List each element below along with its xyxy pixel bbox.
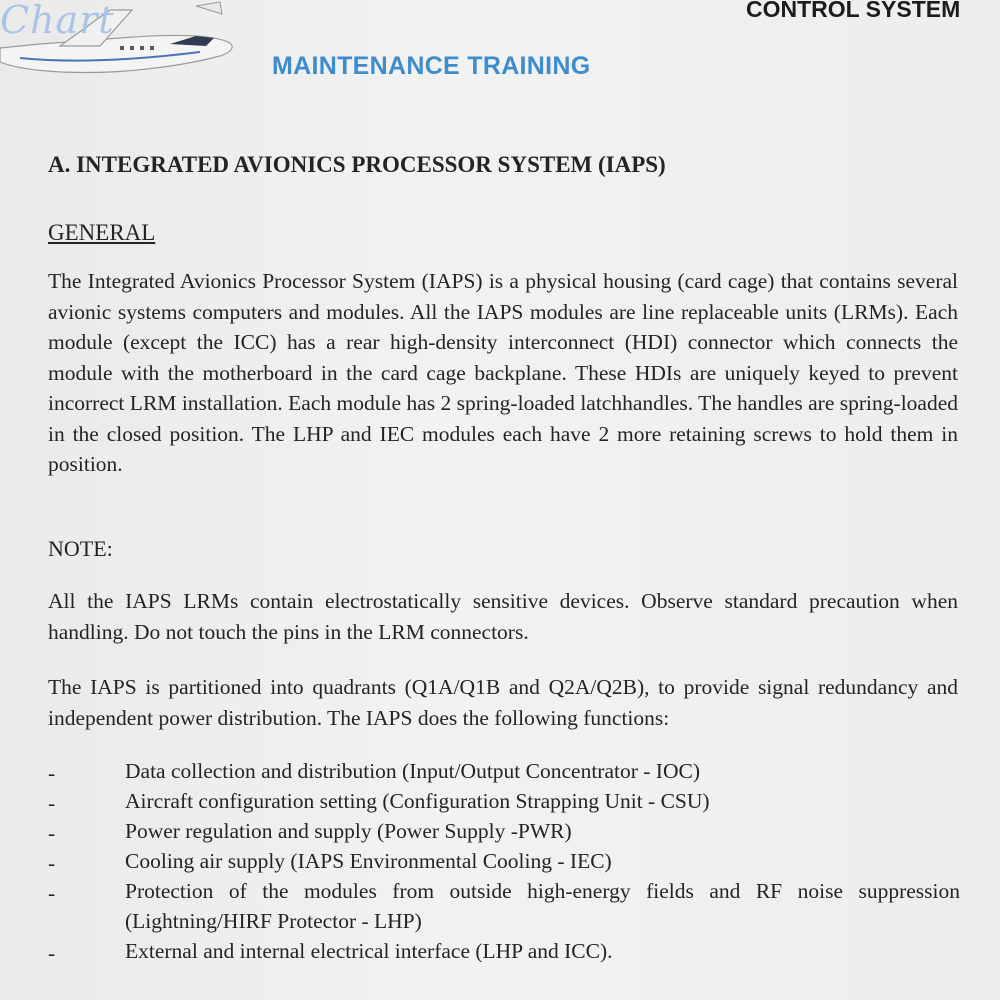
list-item: [48, 876, 960, 936]
note-paragraph: All the IAPS LRMs contain electrostatically sensitive devices. Observe standard precaution when handling. Do not touch the pins in the LRM connectors.: [48, 589, 958, 644]
bullet-dash: -: [48, 761, 56, 785]
list-item-text: Aircraft configuration setting (Configuration Strapping Unit - CSU): [125, 789, 710, 813]
list-item: [48, 936, 960, 966]
bullet-dash: -: [48, 881, 56, 905]
logo-script-text: Chart: [0, 0, 115, 42]
section-heading: A. INTEGRATED AVIONICS PROCESSOR SYSTEM (IAPS): [48, 152, 666, 177]
general-subheading: GENERAL: [48, 220, 156, 245]
list-item-text: Cooling air supply (IAPS Environmental Cooling - IEC): [125, 849, 612, 873]
list-item: [48, 756, 960, 786]
list-item-text: Protection of the modules from outside high-energy fields and RF noise suppression (Lightning/HIRF Protector - LHP): [125, 879, 960, 933]
list-item-text: Data collection and distribution (Input/Output Concentrator - IOC): [125, 759, 700, 783]
list-item-text: External and internal electrical interface (LHP and ICC).: [125, 939, 613, 963]
company-logo: [0, 0, 240, 90]
list-item: [48, 786, 960, 816]
bullet-dash: -: [48, 821, 56, 845]
list-item: [48, 816, 960, 846]
list-item-text: Power regulation and supply (Power Supply -PWR): [125, 819, 572, 843]
list-item: [48, 846, 960, 876]
functions-list: [48, 756, 960, 966]
bullet-dash: -: [48, 791, 56, 815]
general-paragraph: The Integrated Avionics Processor System (IAPS) is a physical housing (card cage) that contains several avionic systems computers and modules. All the IAPS modules are line replaceable units (LRMs). Each module (except the ICC) has a rear high-density interconnect (HDI) connector which connects the module with the motherboard in the card cage backplane. These HDIs are uniquely keyed to prevent incorrect LRM installation. Each module has 2 spring-loaded latchhandles. The handles are spring-loaded in the closed position. The LHP and IEC modules each have 2 more retaining screws to hold them in position.: [48, 269, 958, 476]
chapter-title: CONTROL SYSTEM: [746, 0, 961, 22]
bullet-dash: -: [48, 941, 56, 965]
maintenance-training-title: MAINTENANCE TRAINING: [272, 52, 591, 80]
partition-paragraph: The IAPS is partitioned into quadrants (Q1A/Q1B and Q2A/Q2B), to provide signal redundancy and independent power distribution. The IAPS does the following functions:: [48, 675, 958, 730]
note-label: NOTE:: [48, 536, 113, 561]
bullet-dash: -: [48, 851, 56, 875]
